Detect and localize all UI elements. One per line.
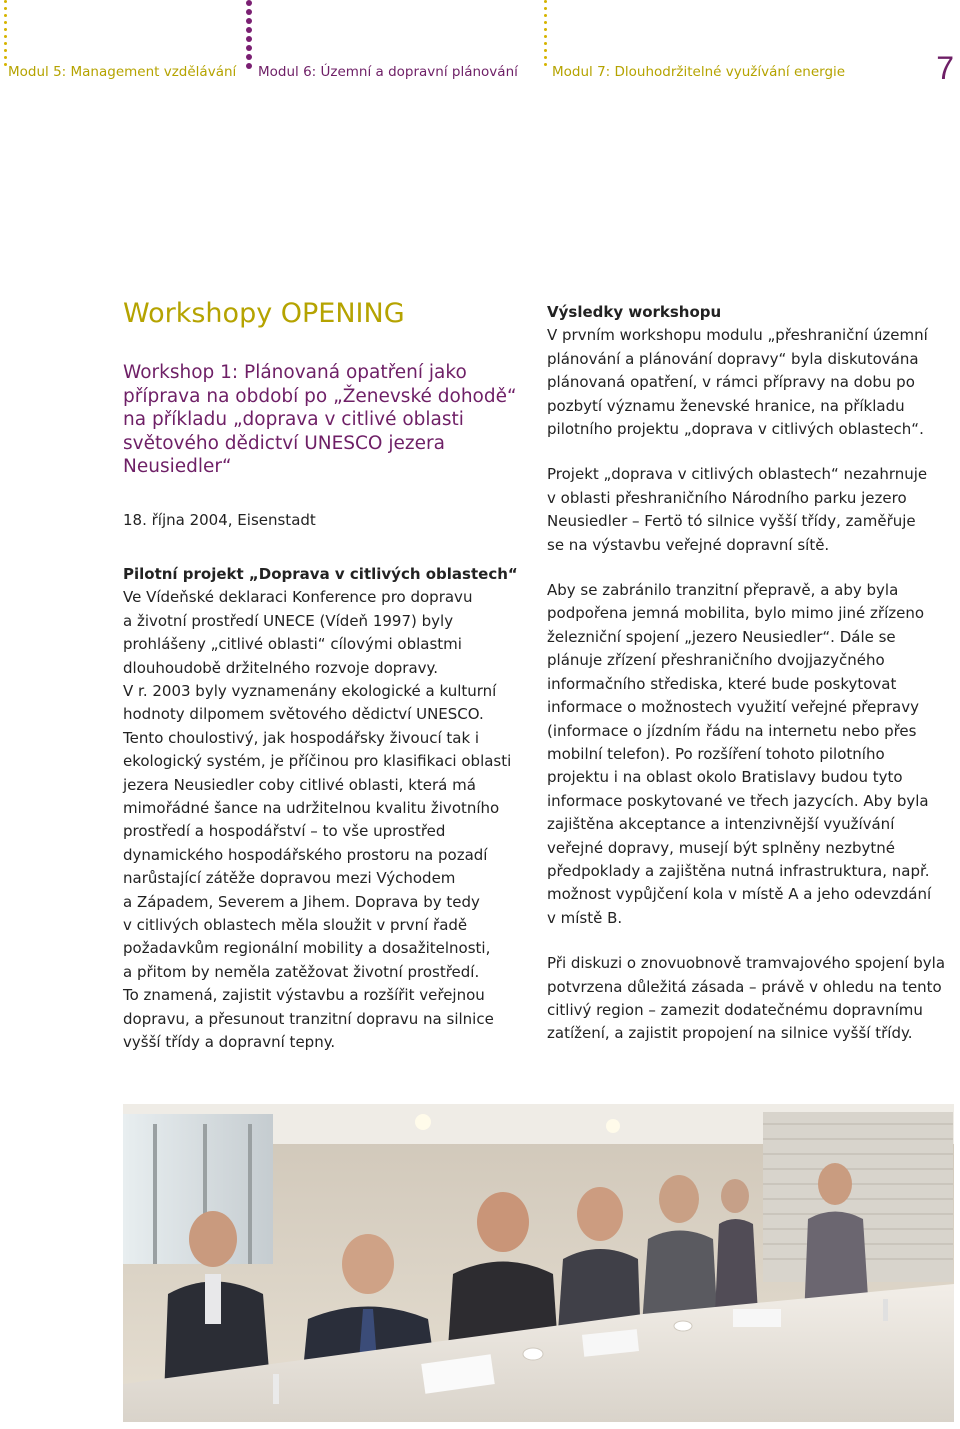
- workshop-photo: [123, 1104, 954, 1422]
- section-title: Workshopy OPENING: [123, 298, 405, 329]
- text-line: Neusiedler – Fertö tó silnice vyšší třídy, zaměřuje: [547, 512, 916, 531]
- text-line: V r. 2003 byly vyznamenány ekologické a kulturní: [123, 682, 497, 700]
- text-line: a životní prostředí UNECE (Vídeň 1997) byly: [123, 611, 454, 630]
- workshop-title: [123, 361, 523, 479]
- text-line: prohlášeny „citlivé oblasti“ cílovými oblastmi: [123, 635, 462, 654]
- text-line: možnost vypůjčení kola v místě A a jeho odevzdání: [547, 885, 932, 904]
- text-line: To znamená, zajistit výstavbu a rozšířit veřejnou: [123, 986, 485, 1005]
- text-line: plánovaná opatření, v rámci přípravy na dobu po: [547, 373, 915, 392]
- text-line: dlouhoudobě držitelného rozvoje dopravy.: [123, 658, 439, 677]
- workshop-title-line: Workshop 1: Plánovaná opatření jako: [123, 362, 467, 383]
- text-line: v citlivých oblastech měla sloužit v první řadě: [123, 916, 468, 935]
- results-heading: Výsledky workshopu: [547, 303, 722, 321]
- text-line: jezera Neusiedler coby citlivé oblasti, která má: [123, 775, 476, 794]
- text-line: dynamického hospodářského prostoru na pozadí: [123, 845, 488, 864]
- nav-module-7[interactable]: Modul 7: Dlouhodržitelné využívání energie: [552, 64, 846, 80]
- dotted-divider-active: [246, 0, 252, 72]
- results-paragraph-3: [547, 579, 957, 930]
- workshop-title-line: na příkladu „doprava v citlivé oblasti: [123, 409, 464, 431]
- text-line: citlivý region – zamezit dodatečnému dopravnímu: [547, 1000, 923, 1019]
- text-line: zajištěna akceptance a intenzivnější využívání: [547, 815, 895, 834]
- text-line: vyšší třídy a dopravní tepny.: [123, 1033, 336, 1052]
- workshop-title-line: Neusiedler“: [123, 456, 232, 478]
- text-line: Při diskuzi o znovuobnově tramvajového spojení byla: [547, 954, 946, 973]
- text-line: předpoklady a zajištěna nutná infrastruktura, např.: [547, 861, 930, 880]
- workshop-title-line: světového dědictví UNESCO jezera: [123, 432, 445, 454]
- text-line: potvrzena důležitá zásada – právě v ohledu na tento: [547, 977, 942, 996]
- text-line: mobilní telefon). Po rozšíření tohoto pilotního: [547, 744, 885, 763]
- right-column: [547, 301, 957, 1046]
- workshop-title-line: příprava na období po „Ženevské dohodě“: [123, 385, 517, 407]
- left-column: [123, 296, 523, 1055]
- text-line: Projekt „doprava v citlivých oblastech“ nezahrnuje: [547, 465, 928, 484]
- text-line: požadavkům regionální mobility a dosažitelnosti,: [123, 939, 491, 958]
- nav-module-5[interactable]: Modul 5: Management vzdělávání: [8, 64, 237, 80]
- text-line: informace o možnostech využití veřejné přepravy: [547, 698, 920, 717]
- text-line: V prvním workshopu modulu „přeshraniční územní: [547, 326, 928, 345]
- pilot-project-heading: Pilotní projekt „Doprava v citlivých oblastech“: [123, 564, 518, 583]
- text-line: železniční spojení „jezero Neusiedler“. Dále se: [547, 627, 896, 646]
- text-line: plánuje zřízení přeshraničního dvojjazyčného: [547, 651, 885, 670]
- text-line: ekologický systém, je příčinou pro klasifikaci oblasti: [123, 752, 512, 771]
- text-line: informačního střediska, které bude poskytovat: [547, 674, 897, 693]
- text-line: dopravu, a přesunout tranzitní dopravu na silnice: [123, 1009, 494, 1028]
- text-line: podpořena jemná mobilita, bylo mimo jiné zřízeno: [547, 604, 925, 623]
- page-number: 7: [936, 50, 954, 86]
- text-line: Tento choulostivý, jak hospodářsky živoucí tak i: [123, 728, 480, 747]
- text-line: (informace o jízdním řádu na internetu nebo přes: [547, 721, 917, 740]
- results-paragraph-1: [547, 324, 957, 441]
- text-line: projektu i na oblast okolo Bratislavy budou tyto: [547, 768, 903, 787]
- text-line: a přitom by neměla zatěžovat životní prostředí.: [123, 962, 480, 981]
- text-line: v místě B.: [547, 908, 623, 927]
- text-line: informace poskytované ve třech jazycích. Aby byla: [547, 791, 929, 810]
- text-line: mimořádné šance na udržitelnou kvalitu životního: [123, 799, 500, 818]
- pilot-project-text: [123, 586, 523, 1054]
- module-navigation: [0, 0, 960, 100]
- results-paragraph-4: [547, 952, 957, 1046]
- dotted-divider: [2, 0, 8, 70]
- text-line: a Západem, Severem a Jihem. Doprava by tedy: [123, 892, 480, 911]
- text-line: pozbytí významu ženevské hranice, na příkladu: [547, 396, 905, 415]
- text-line: zatížení, a zajistit propojení na silnice vyšší třídy.: [547, 1024, 913, 1043]
- text-line: prostředí a hospodářství – to vše uprostřed: [123, 822, 446, 841]
- text-line: pilotního projektu „doprava v citlivých oblastech“.: [547, 420, 924, 439]
- text-line: veřejné dopravy, musejí být splněny nezbytné: [547, 838, 896, 857]
- results-paragraph-2: [547, 463, 957, 557]
- text-line: hodnoty dilpomem světového dědictví UNESCO.: [123, 705, 484, 724]
- text-line: se na výstavbu veřejné dopravní sítě.: [547, 535, 830, 554]
- text-line: plánování a plánování dopravy“ byla diskutována: [547, 349, 919, 368]
- text-line: narůstající zátěže dopravou mezi Východem: [123, 869, 456, 888]
- workshop-date: 18. října 2004, Eisenstadt: [123, 510, 316, 529]
- text-line: Aby se zabránilo tranzitní přepravě, a aby byla: [547, 581, 899, 600]
- text-line: v oblasti přeshraničního Národního parku jezero: [547, 488, 907, 507]
- dotted-divider: [542, 0, 548, 70]
- text-line: Ve Vídeňské deklaraci Konference pro dopravu: [123, 588, 473, 607]
- nav-module-6[interactable]: Modul 6: Územní a dopravní plánování: [258, 64, 518, 80]
